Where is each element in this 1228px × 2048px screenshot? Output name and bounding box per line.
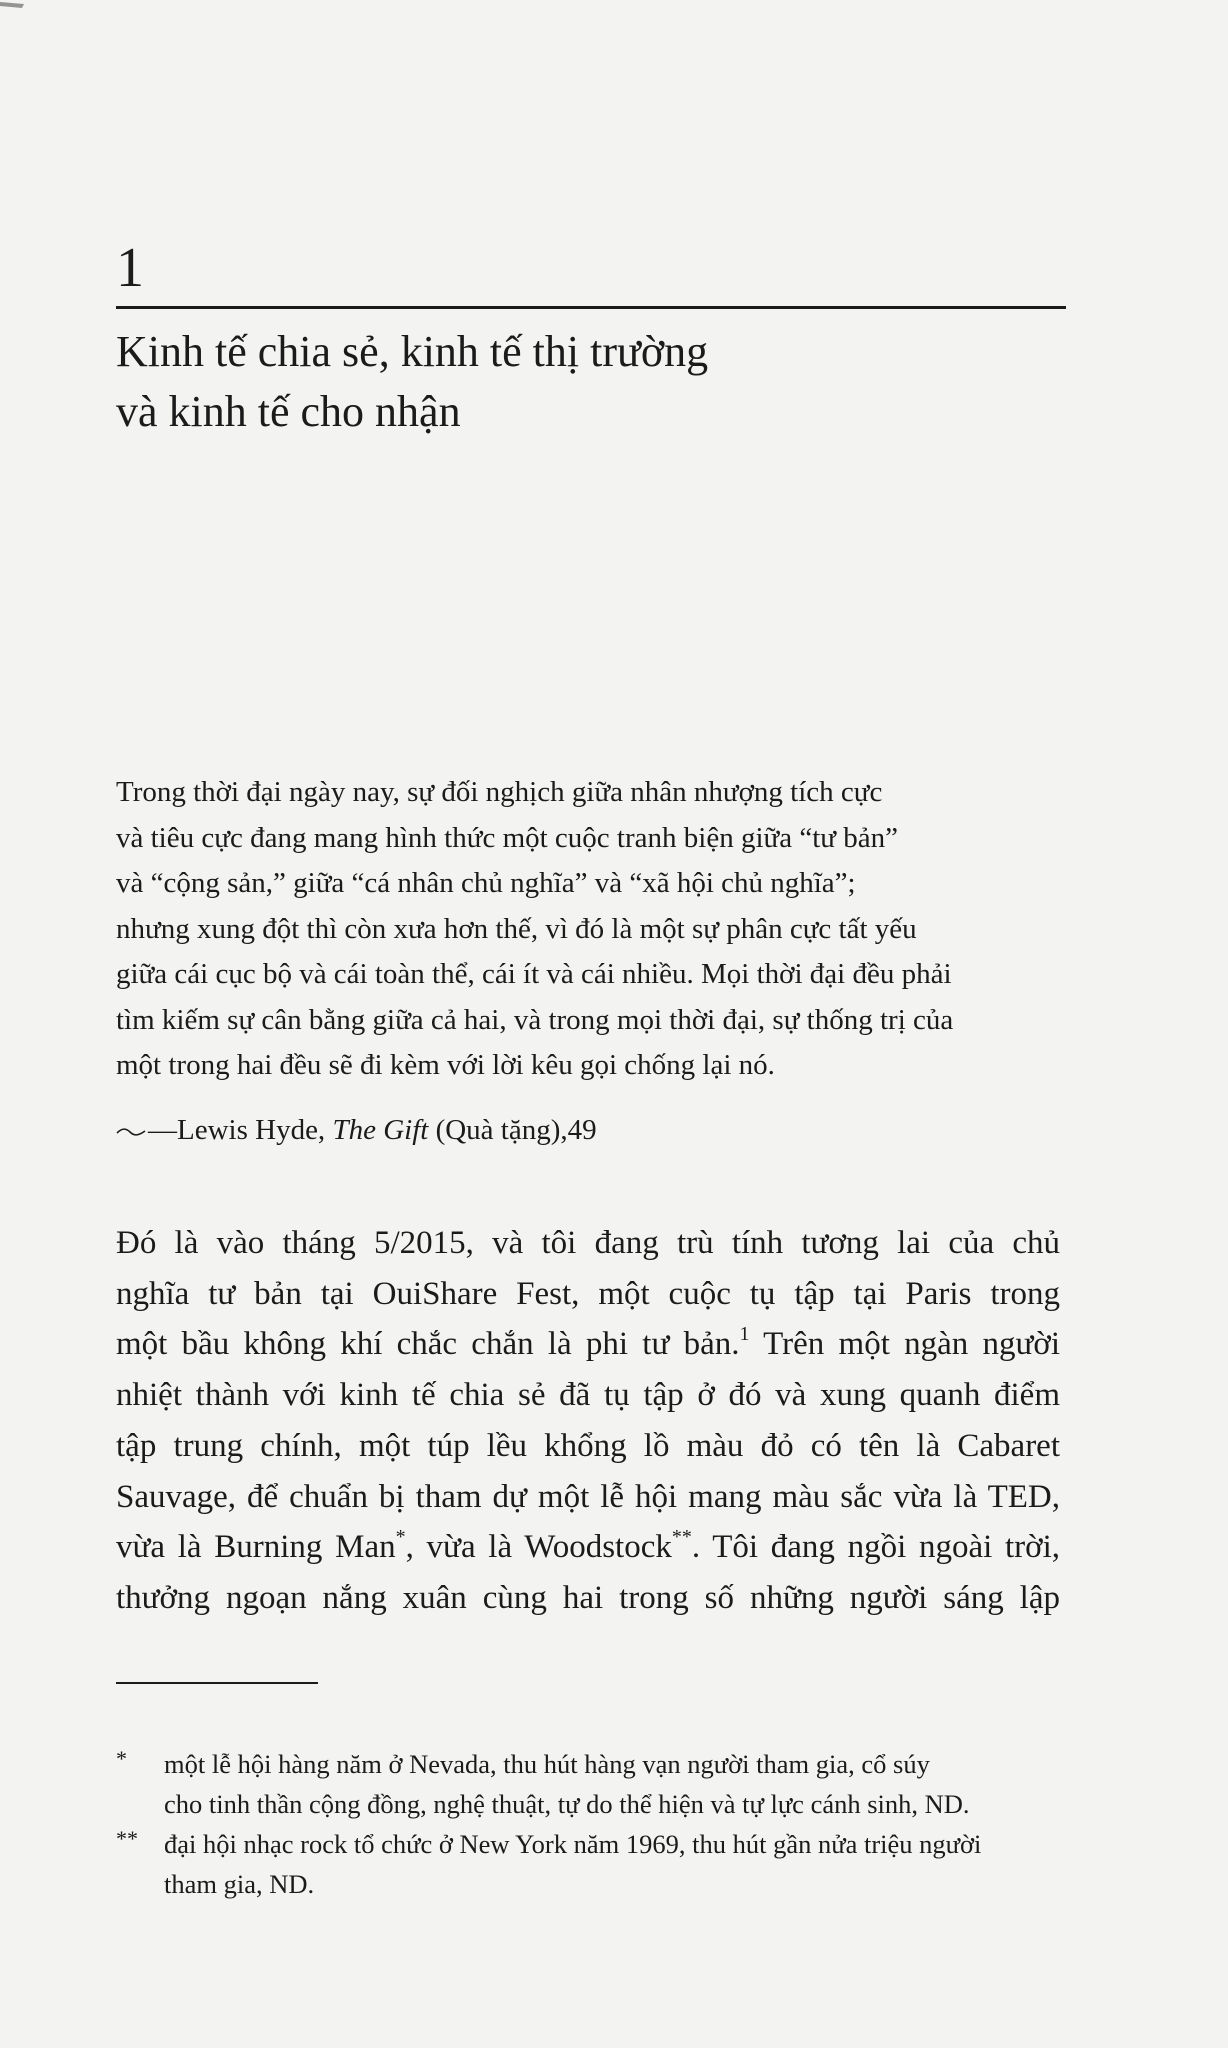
corner-scan-mark bbox=[0, 0, 26, 12]
body-line bbox=[116, 1522, 1060, 1573]
epigraph-line: một trong hai đều sẽ đi kèm với lời kêu gọi chống lại nó. bbox=[116, 1049, 775, 1081]
footnote-line: một lễ hội hàng năm ở Nevada, thu hút hàng vạn người tham gia, cổ súy bbox=[164, 1749, 930, 1779]
epigraph-line: Trong thời đại ngày nay, sự đối nghịch giữa nhân nhượng tích cực bbox=[116, 776, 883, 808]
body-line: nhiệt thành với kinh tế chia sẻ đã tụ tập ở đó và xung quanh điểm bbox=[116, 1377, 1060, 1414]
epigraph-line: giữa cái cục bộ và cái toàn thể, cái ít và cái nhiều. Mọi thời đại đều phải bbox=[116, 958, 952, 990]
body-text-segment: . Tôi đang ngồi ngoài trời, bbox=[691, 1529, 1060, 1566]
footnote-ref: ** bbox=[671, 1526, 692, 1549]
epigraph bbox=[116, 770, 1076, 1089]
body-paragraph bbox=[116, 1218, 1060, 1624]
body-line: tập trung chính, một túp lều khổng lồ màu đỏ có tên là Cabaret bbox=[116, 1427, 1060, 1464]
body-text-segment: Trên một ngàn người bbox=[749, 1326, 1060, 1363]
epigraph-author: —Lewis Hyde, bbox=[148, 1114, 333, 1146]
body-text-segment: , vừa là Woodstock bbox=[405, 1529, 672, 1566]
body-line bbox=[116, 1319, 1060, 1370]
epigraph-line: và “cộng sản,” giữa “cá nhân chủ nghĩa” và “xã hội chủ nghĩa”; bbox=[116, 867, 856, 899]
footnote-line: cho tinh thần cộng đồng, nghệ thuật, tự do thể hiện và tự lực cánh sinh, ND. bbox=[164, 1789, 970, 1819]
footnote bbox=[116, 1744, 1066, 1824]
chapter-rule bbox=[116, 306, 1066, 309]
footnote-rule bbox=[116, 1682, 318, 1684]
body-text-segment: một bầu không khí chắc chắn là phi tư bản. bbox=[116, 1326, 740, 1363]
body-text-segment: vừa là Burning Man bbox=[116, 1529, 396, 1566]
chapter-title-line: Kinh tế chia sẻ, kinh tế thị trường bbox=[116, 327, 709, 376]
chapter-title-line: và kinh tế cho nhận bbox=[116, 387, 461, 436]
footnote-line: đại hội nhạc rock tổ chức ở New York năm 1969, thu hút gần nửa triệu người bbox=[164, 1829, 982, 1859]
body-line: thưởng ngoạn nắng xuân cùng hai trong số những người sáng lập bbox=[116, 1579, 1060, 1616]
footnotes bbox=[116, 1744, 1066, 1904]
body-line: nghĩa tư bản tại OuiShare Fest, một cuộc tụ tập tại Paris trong bbox=[116, 1275, 1060, 1312]
footnote-ref: 1 bbox=[739, 1323, 750, 1346]
chapter-number: 1 bbox=[116, 237, 144, 299]
epigraph-line: và tiêu cực đang mang hình thức một cuộc tranh biện giữa “tư bản” bbox=[116, 821, 898, 854]
epigraph-work-title: The Gift bbox=[332, 1114, 429, 1146]
body-line: Đó là vào tháng 5/2015, và tôi đang trù tính tương lai của chủ bbox=[116, 1225, 1060, 1261]
epigraph-attribution bbox=[116, 1110, 597, 1150]
body-line: Sauvage, để chuẩn bị tham dự một lễ hội mang màu sắc vừa là TED, bbox=[116, 1478, 1060, 1515]
epigraph-line: nhưng xung đột thì còn xưa hơn thế, vì đó là một sự phân cực tất yếu bbox=[116, 912, 917, 945]
footnote-line: tham gia, ND. bbox=[164, 1869, 315, 1899]
epigraph-line: tìm kiếm sự cân bằng giữa cả hai, và trong mọi thời đại, sự thống trị của bbox=[116, 1003, 954, 1036]
epigraph-source-rest: (Quà tặng),49 bbox=[428, 1114, 597, 1146]
footnote bbox=[116, 1824, 1066, 1904]
footnote-mark: * bbox=[116, 1746, 127, 1771]
swash-icon bbox=[116, 1127, 146, 1137]
footnote-ref: * bbox=[395, 1526, 406, 1549]
chapter-title bbox=[116, 322, 1066, 442]
footnote-mark: ** bbox=[116, 1826, 138, 1851]
